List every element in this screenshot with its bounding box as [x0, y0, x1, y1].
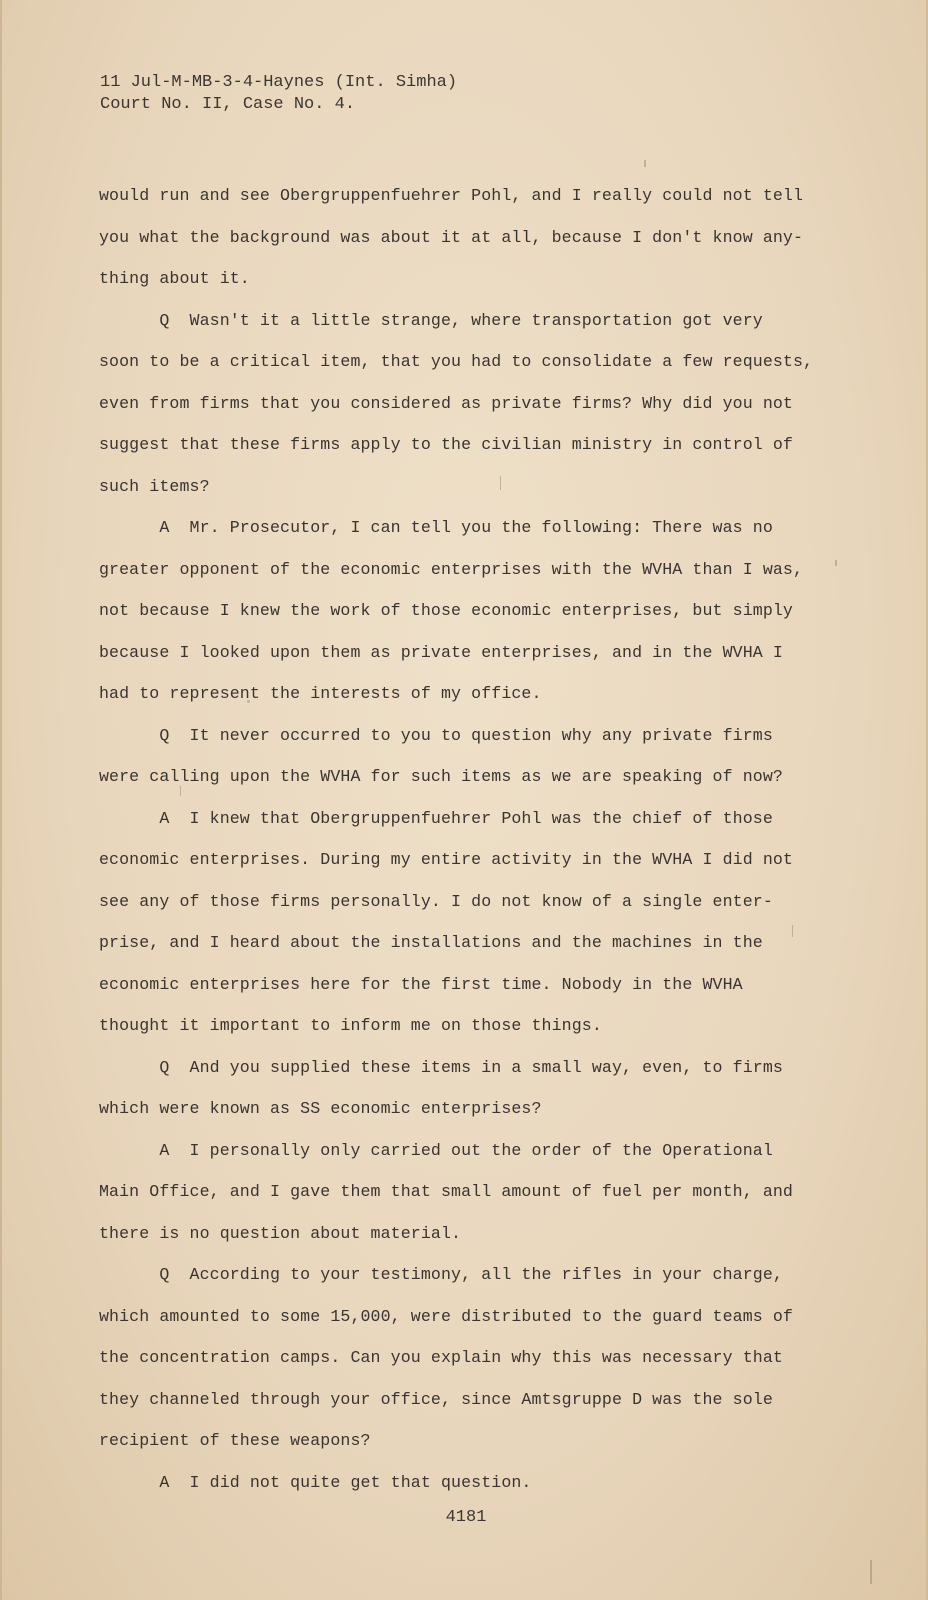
text-line: soon to be a critical item, that you had to consolidate a few requests,: [99, 352, 814, 371]
text-line: even from firms that you considered as private firms? Why did you not: [99, 393, 793, 413]
paper-speck: [792, 925, 793, 937]
paper-speck: [500, 476, 501, 490]
text-line: economic enterprises. During my entire activity in the WVHA I did not: [99, 850, 793, 869]
header-session-line: 11 Jul-M-MB-3-4-Haynes (Int. Simha): [100, 73, 458, 92]
paper-speck: [644, 160, 646, 167]
text-line: Q It never occurred to you to question why any private firms: [99, 725, 773, 745]
text-line: A I personally only carried out the order of the Operational: [99, 1140, 773, 1160]
text-line: would run and see Obergruppenfuehrer Pohl, and I really could not tell: [99, 186, 804, 205]
header-court-line: Court No. II, Case No. 4.: [100, 95, 356, 114]
text-line: Q According to your testimony, all the rifles in your charge,: [99, 1265, 783, 1284]
text-line: which were known as SS economic enterprises?: [99, 1099, 542, 1118]
paper-speck: [870, 1560, 872, 1584]
text-line: Main Office, and I gave them that small amount of fuel per month, and: [99, 1182, 793, 1201]
text-line: thought it important to inform me on those things.: [99, 1016, 602, 1035]
text-line: greater opponent of the economic enterprises with the WVHA than I was,: [99, 559, 804, 579]
paper-speck: [835, 560, 837, 566]
paper-speck: [247, 700, 250, 703]
text-line: see any of those firms personally. I do not know of a single enter-: [99, 891, 773, 911]
text-line: there is no question about material.: [99, 1223, 462, 1243]
text-line: because I looked upon them as private enterprises, and in the WVHA I: [99, 642, 783, 662]
text-line: A I knew that Obergruppenfuehrer Pohl was the chief of those: [99, 808, 773, 828]
text-line: Q Wasn't it a little strange, where transportation got very: [99, 310, 763, 330]
text-line: the concentration camps. Can you explain why this was necessary that: [99, 1348, 783, 1367]
transcript-body: [99, 175, 839, 1503]
text-line: they channeled through your office, since Amtsgruppe D was the sole: [99, 1389, 773, 1409]
document-header: [100, 72, 457, 116]
text-line: economic enterprises here for the first time. Nobody in the WVHA: [99, 974, 743, 994]
text-line: which amounted to some 15,000, were distributed to the guard teams of: [99, 1306, 793, 1326]
text-line: A I did not quite get that question.: [99, 1472, 532, 1492]
text-line: were calling upon the WVHA for such items as we are speaking of now?: [99, 767, 783, 786]
text-line: not because I knew the work of those economic enterprises, but simply: [99, 601, 793, 620]
text-line: A Mr. Prosecutor, I can tell you the following: There was no: [99, 518, 773, 537]
text-line: recipient of these weapons?: [99, 1431, 371, 1450]
text-line: such items?: [99, 476, 210, 496]
text-line: prise, and I heard about the installations and the machines in the: [99, 933, 763, 952]
text-line: Q And you supplied these items in a small way, even, to firms: [99, 1057, 783, 1077]
text-line: you what the background was about it at all, because I don't know any-: [99, 227, 804, 247]
text-line: had to represent the interests of my office.: [99, 684, 542, 703]
text-line: thing about it.: [99, 269, 250, 288]
text-line: suggest that these firms apply to the civilian ministry in control of: [99, 435, 793, 454]
page-number: 4181: [445, 1508, 487, 1527]
paper-speck: [180, 786, 181, 796]
